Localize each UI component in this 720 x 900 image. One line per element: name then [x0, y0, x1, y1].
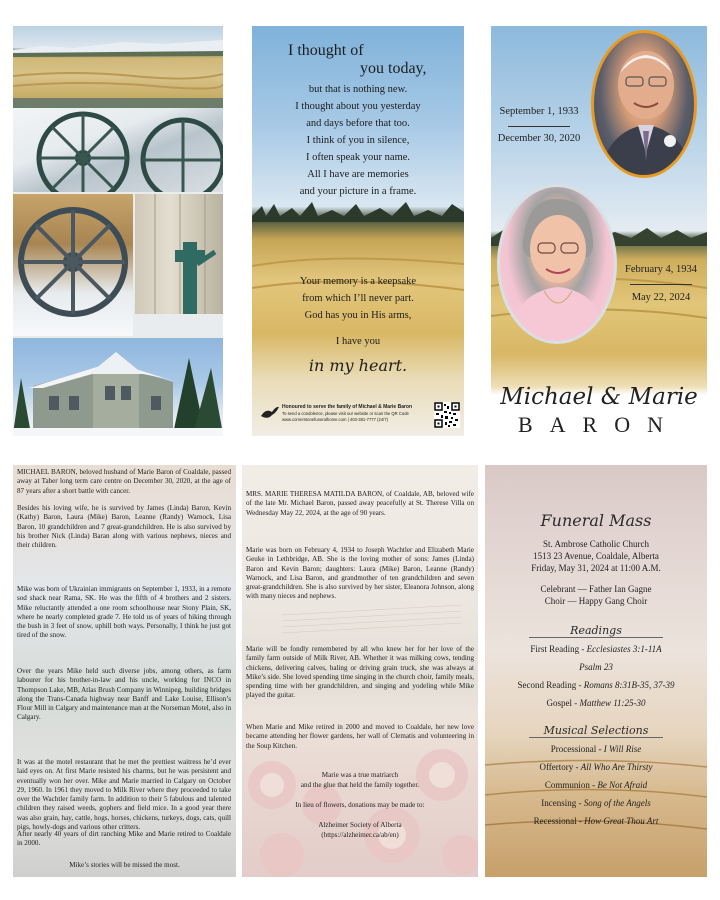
first-reading [485, 644, 707, 654]
music-item [485, 762, 707, 772]
choir: Choir — Happy Gang Choir [544, 596, 648, 606]
gospel [485, 698, 707, 708]
poem-line: I often speak your name. [305, 152, 411, 163]
music-item [485, 798, 707, 808]
music-label: Offertory - [539, 762, 581, 772]
michael-birth-date: September 1, 1933 [499, 106, 579, 117]
donation-line: In lieu of flowers, donations may be made to: [295, 801, 425, 809]
music-item [485, 780, 707, 790]
water-pump-photo [135, 194, 223, 336]
poem-line: but that is nothing new. [308, 84, 408, 95]
poem-closing-script: in my heart. [308, 356, 408, 375]
cover-names-script: Michael & Marie [500, 384, 698, 410]
music-label: Incensing - [541, 798, 584, 808]
poem-line: I thought about you yesterday [295, 101, 421, 112]
first-reading-label: First Reading - [530, 644, 587, 654]
poem-second-line: you today, [360, 60, 427, 77]
marie-death-date: May 22, 2024 [631, 292, 691, 303]
music-label: Processional - [550, 744, 604, 754]
second-reading [485, 680, 707, 690]
obituary-paragraph: MICHAEL BARON, beloved husband of Marie Baron of Coaldale, passed away at Taber long term care centre on December 30, 2020, at the age of 87 years after a short battle with cancer. [17, 468, 231, 495]
dove-logo-icon [260, 404, 280, 422]
music-title: Song of the Angels [583, 798, 651, 808]
music-item [485, 744, 707, 754]
poem-first-line: I thought of [288, 42, 364, 59]
wagon-wheel-drawing [13, 98, 223, 192]
poem-line: God has you in His arms, [304, 310, 412, 321]
michael-portrait [591, 30, 697, 178]
water-pump-drawing [135, 194, 223, 336]
gospel-verse: Matthew 11:25-30 [579, 698, 646, 708]
poem-line: Your memory is a keepsake [299, 276, 417, 287]
wheel-in-snow-drawing [13, 194, 133, 336]
readings-heading: Readings [570, 624, 622, 637]
second-reading-label: Second Reading - [517, 680, 584, 690]
farmhouse-drawing [13, 338, 223, 436]
second-reading-verse: Romans 8:31B-35, 37-39 [583, 680, 675, 690]
marie-birth-date: February 4, 1934 [624, 264, 698, 275]
michael-portrait-drawing [594, 33, 694, 175]
prairie-scene [13, 26, 223, 98]
psalm-verse: Psalm 23 [579, 662, 613, 672]
marie-portrait [497, 184, 617, 344]
celebrant: Celebrant — Father Ian Gagne [540, 584, 652, 594]
psalm [485, 662, 707, 672]
poem-line: and your picture in a frame. [299, 186, 417, 197]
marie-obituary-panel [242, 465, 478, 877]
obituary-paragraph: After nearly 40 years of dirt ranching Mike and Marie retired to Coaldale in 2000. [17, 830, 231, 848]
photo-collage [13, 26, 223, 436]
obituary-paragraph: MRS. MARIE THERESA MATILDA BARON, of Coaldale, AB, beloved wife of the late Mr. Michael Baron, passed away peacefully at St. Therese Villa on Wednesday May 22, 2024, at the age of 90 years. [246, 490, 474, 517]
cover-panel [491, 26, 707, 436]
wagon-wheel-photo [13, 98, 223, 192]
funeral-mass-heading: Funeral Mass [540, 511, 652, 530]
qr-code-icon[interactable] [434, 402, 460, 428]
obituary-paragraph: Marie will be fondly remembered by all who knew her for her love of the family farm outside of Milk River, AB. Whether it was milking cows, tending chickens, delivering calves, baling or driving grain truck, she was always at Mike’s side. She loved spending time singing in the church choir, family meals, spending time with her grandchildren, and singing and yodeling while Mike played the guitar. [246, 645, 474, 700]
heading-divider [529, 637, 663, 638]
credit-title: Honoured to serve the family of Michael & Marie Baron [282, 404, 413, 410]
donation-url: (https://alzheimer.ca/ab/en) [321, 831, 399, 839]
music-title: How Great Thou Art [584, 816, 659, 826]
church-name: St. Ambrose Catholic Church [543, 539, 649, 549]
donation-line: Alzheimer Society of Alberta [318, 821, 402, 829]
service-datetime: Friday, May 31, 2024 at 11:00 A.M. [531, 563, 661, 573]
credit-website: www.cornerstonefuneralhome.com | 403-381-7777 (24/7) [282, 417, 389, 422]
obituary-closing: Mike’s stories will be missed the most. [69, 861, 180, 869]
date-divider [508, 126, 570, 127]
obituary-paragraph: Mike was born of Ukrainian immigrants on September 1, 1933, in a remote sod shack near Rama, SK. He was the fifth of 4 brothers and 2 sisters. Mike reluctantly attended a one room schoolhouse near Stony Plain, SK, where he nearly completed grade 7. He told us of years of hiking through the bush in 3 feet of snow, uphill both ways. Personally, I think he just got tired of the snow. [17, 585, 231, 640]
church-address: 1513 23 Avenue, Coaldale, Alberta [533, 551, 659, 561]
poem-line: All I have are memories [307, 169, 409, 180]
music-title: I Will Rise [603, 744, 642, 754]
wheel-in-snow-photo [13, 194, 133, 336]
music-item [485, 816, 707, 826]
heading-divider [529, 737, 663, 738]
date-divider [630, 284, 692, 285]
obituary-paragraph: Besides his loving wife, he is survived by James (Linda) Baron, Kevin (Kathy) Baron, Laura (Mike) Baron, Leanne (Randy) Warnock, Lisa Baron, 10 grandchildren and 7 great-grandchildren. He is also survived by his brother Nick (Linda) Baran along with various nephews, nieces and their children. [17, 504, 231, 550]
cover-surname: BARON [517, 412, 680, 436]
poem-line: and days before that too. [306, 118, 410, 129]
music-label: Recessional - [533, 816, 585, 826]
michael-obituary-panel [13, 465, 236, 877]
obituary-paragraph: Marie was born on February 4, 1934 to Joseph Wachtler and Elizabeth Marie Geuke in Lethbridge, AB. She is the loving mother of sons: James (Linda) Baron and Kevin Baron; daughters: Laura (Mike) Baron, Leanne (Randy) Warnock, and Lisa Baron, and grandmother of ten grandchildren and seven great-grandchildren. She is also survived by her sister, Eleanora Johnson, along with many nieces and nephews. [246, 546, 474, 601]
poem-panel [252, 26, 464, 436]
music-title: Be Not Afraid [597, 780, 648, 790]
music-label: Communion - [544, 780, 598, 790]
credit-subtitle: To send a condolence, please visit our website or scan the QR Code [282, 411, 409, 416]
matriarch-line: and the glue that held the family together. [300, 781, 420, 789]
michael-death-date: December 30, 2020 [497, 133, 581, 144]
farmhouse-photo [13, 338, 223, 436]
service-details-panel [485, 465, 707, 877]
first-reading-verse: Ecclesiastes 3:1-11A [586, 644, 662, 654]
music-title: All Who Are Thirsty [580, 762, 653, 772]
poem-closing: I have you [335, 336, 381, 347]
poem-line: from which I’ll never part. [302, 293, 414, 304]
matriarch-line: Marie was a true matriarch [321, 771, 399, 779]
gospel-label: Gospel - [546, 698, 580, 708]
poem-line: I think of you in silence, [306, 135, 410, 146]
marie-portrait-drawing [500, 187, 614, 341]
obituary-paragraph: When Marie and Mike retired in 2000 and moved to Coaldale, her new love became attending her flower gardens, her wall of Clematis and volunteering in the Soup Kitchen. [246, 723, 474, 750]
obituary-paragraph: Over the years Mike held such diverse jobs, among others, as farm labourer for his brother-in-law and his uncle, working for INCO in Thompson Lake, MB, Atlas Brush Company in Winnipeg, building bridges along the Trans-Canada highway near Banff and Lake Louise, Ellison’s Flour Mill in Calgary and maintenance man at the Norseman Motel, also in Calgary. [17, 667, 231, 722]
musical-selections-heading: Musical Selections [543, 724, 649, 737]
obituary-paragraph: It was at the motel restaurant that he met the prettiest waitress he’d ever laid eyes on. At first Marie resisted his charms, but he was persistent and eventually won her over. Mike and Marie married in Calgary on October 29, 1960. In 1961 they moved to Milk River where they proceeded to take over the Wachtler family farm. In addition to their 5 fabulous and talented children they raised weeds, gophers and field mice. In a good year there was also grain, hay, cattle, hogs, horses, chickens, turkeys, dogs, cats, quill pigs, howly-dogs and various other critters. [17, 758, 231, 832]
prairie-photo [13, 26, 223, 98]
